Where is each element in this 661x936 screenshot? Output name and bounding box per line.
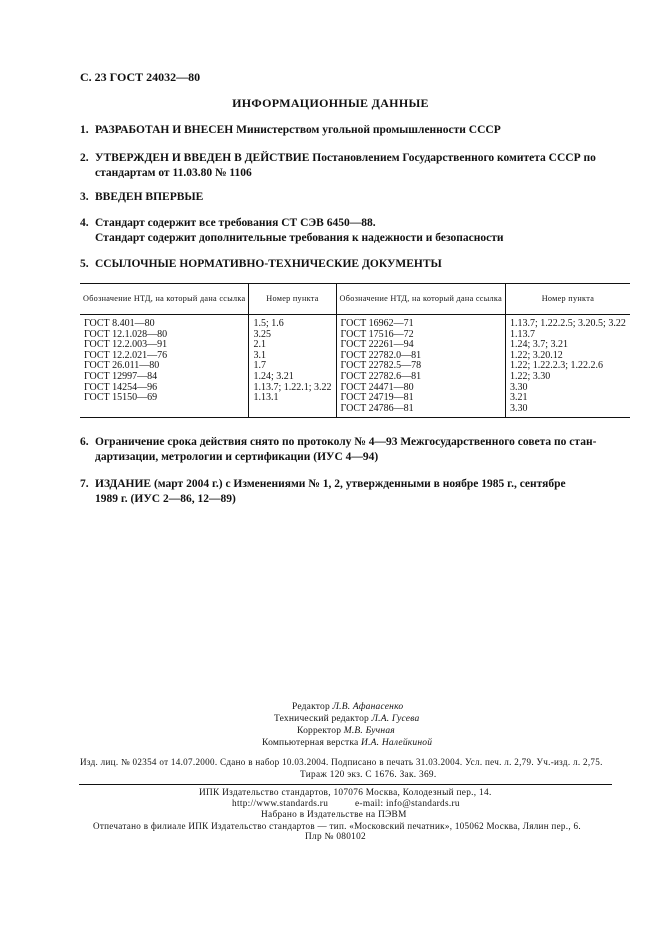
doc-cell: ГОСТ 12.2.021—76 xyxy=(84,349,168,361)
layout-line xyxy=(262,738,432,748)
clause-cell: 3.1 xyxy=(253,349,266,361)
item-text: (март 2004 г.) с Изменениями № 1, 2, утвержденными в ноябре 1985 г., сентябре xyxy=(151,478,566,490)
column-header: Обозначение НТД, на который дана ссылка xyxy=(80,284,249,315)
column-header: Номер пункта xyxy=(249,284,336,315)
clause-cell: 1.13.7; 1.22.2.5; 3.20.5; 3.22 xyxy=(510,318,626,329)
publisher-line-4: Отпечатано в филиале ИПК Издательство стандартов — тип. «Московский печатник», 105062 Москва, Лялин пер., 6. xyxy=(93,821,581,831)
editor-line xyxy=(292,702,403,712)
doc-cell: ГОСТ 16962—71 xyxy=(340,318,414,329)
page-header: С. 23 ГОСТ 24032—80 xyxy=(80,70,201,84)
doc-cell: ГОСТ 12.1.028—80 xyxy=(84,328,168,340)
right-clause-column xyxy=(506,315,630,418)
imprint-line-2: Тираж 120 экз. С 1676. Зак. 369. xyxy=(300,770,437,780)
publisher-line-3: Набрано в Издательстве на ПЭВМ xyxy=(261,810,407,820)
tech-editor-name: Л.А. Гусева xyxy=(371,714,420,724)
clause-cell: 1.22; 1.22.2.3; 1.22.2.6 xyxy=(510,360,604,372)
item-text-line2: стандартам от 11.03.80 № 1106 xyxy=(95,167,252,179)
item-3 xyxy=(80,190,204,205)
doc-cell: ГОСТ 26.011—80 xyxy=(84,360,160,372)
table-header-row xyxy=(80,284,630,315)
table-body-row xyxy=(80,315,630,418)
item-lead: ИЗДАНИЕ xyxy=(95,478,152,490)
publisher-line-5: Плр № 080102 xyxy=(305,832,367,842)
doc-cell: ГОСТ 15150—69 xyxy=(84,392,158,404)
document-title: ИНФОРМАЦИОННЫЕ ДАННЫЕ xyxy=(232,96,429,110)
clause-cell: 1.24; 3.21 xyxy=(253,370,294,382)
item-number: 2. xyxy=(80,152,89,164)
layout-label: Компьютерная верстка xyxy=(262,738,362,748)
clause-cell: 1.24; 3.7; 3.21 xyxy=(510,339,569,351)
item-number: 6. xyxy=(80,436,89,448)
corrector-label: Корректор xyxy=(297,726,344,736)
publisher-email: e-mail: info@standards.ru xyxy=(355,799,460,809)
doc-cell: ГОСТ 14254—96 xyxy=(84,381,158,393)
reference-table xyxy=(80,283,630,418)
item-text: Стандарт содержит все требования СТ СЭВ 6450—88. xyxy=(95,217,376,229)
clause-cell: 3.21 xyxy=(510,392,528,404)
clause-cell: 1.7 xyxy=(253,360,266,372)
editor-name: Л.В. Афанасенко xyxy=(332,702,404,712)
doc-cell: ГОСТ 12.2.003—91 xyxy=(84,339,168,351)
clause-cell: 1.22; 3.20.12 xyxy=(510,349,563,361)
clause-cell: 3.25 xyxy=(253,328,271,340)
doc-cell: ГОСТ 8.401—80 xyxy=(84,318,155,329)
item-number: 5. xyxy=(80,258,89,270)
item-text: Министерством угольной промышленности СССР xyxy=(233,124,501,136)
item-text: Постановлением Государственного комитета СССР по xyxy=(309,152,596,164)
item-text-line2: 1989 г. (ИУС 2—86, 12—89) xyxy=(95,493,236,505)
item-number: 7. xyxy=(80,478,89,490)
item-lead: ССЫЛОЧНЫЕ НОРМАТИВНО-ТЕХНИЧЕСКИЕ ДОКУМЕНТЫ xyxy=(95,258,442,270)
column-header: Обозначение НТД, на который дана ссылка xyxy=(336,284,505,315)
clause-cell: 1.13.7 xyxy=(510,328,535,340)
divider xyxy=(79,784,612,785)
doc-cell: ГОСТ 22782.0—81 xyxy=(340,349,422,361)
clause-cell: 1.5; 1.6 xyxy=(253,318,284,329)
doc-cell: ГОСТ 22782.6—81 xyxy=(340,370,422,382)
publisher-line-1: ИПК Издательство стандартов, 107076 Москва, Колодезный пер., 14. xyxy=(199,788,492,798)
tech-editor-label: Технический редактор xyxy=(274,714,372,724)
doc-cell: ГОСТ 24719—81 xyxy=(340,392,414,404)
clause-cell: 3.30 xyxy=(510,381,528,393)
item-text: Ограничение срока действия снято по протоколу № 4—93 Межгосударственного совета по стан- xyxy=(95,436,597,448)
clause-cell: 2.1 xyxy=(253,339,266,351)
doc-cell: ГОСТ 24786—81 xyxy=(340,402,414,414)
tech-editor-line xyxy=(274,714,419,724)
corrector-name: М.В. Бучная xyxy=(343,726,395,736)
clause-cell: 1.22; 3.30 xyxy=(510,370,551,382)
imprint-line-1: Изд. лиц. № 02354 от 14.07.2000. Сдано в набор 10.03.2004. Подписано в печать 31.03.2004. Усл. печ. л. 2,79. Уч.-изд. л. 2,75. xyxy=(80,757,603,767)
doc-cell: ГОСТ 24471—80 xyxy=(340,381,414,393)
item-text-line2: дартизации, метрологии и сертификации (ИУС 4—94) xyxy=(95,451,379,463)
item-number: 1. xyxy=(80,124,89,136)
item-7 xyxy=(80,477,566,505)
item-1 xyxy=(80,123,501,138)
item-lead: УТВЕРЖДЕН И ВВЕДЕН В ДЕЙСТВИЕ xyxy=(95,152,310,164)
doc-cell: ГОСТ 17516—72 xyxy=(340,328,414,340)
right-doc-column xyxy=(336,315,505,418)
doc-cell: ГОСТ 22261—94 xyxy=(340,339,414,351)
doc-cell: ГОСТ 22782.5—78 xyxy=(340,360,422,372)
publisher-url: http://www.standards.ru xyxy=(232,799,329,809)
editor-label: Редактор xyxy=(292,702,333,712)
left-doc-column xyxy=(80,315,249,418)
item-lead: РАЗРАБОТАН И ВНЕСЕН xyxy=(95,124,234,136)
item-6 xyxy=(80,435,597,463)
clause-cell: 3.30 xyxy=(510,402,528,414)
item-5 xyxy=(80,257,442,272)
left-clause-column xyxy=(249,315,336,418)
clause-cell: 1.13.1 xyxy=(253,392,279,404)
item-2 xyxy=(80,151,596,179)
item-text-line2: Стандарт содержит дополнительные требования к надежности и безопасности xyxy=(95,232,504,244)
doc-cell: ГОСТ 12997—84 xyxy=(84,370,158,382)
layout-name: И.А. Налейкиной xyxy=(361,738,433,748)
item-number: 4. xyxy=(80,217,89,229)
item-lead: ВВЕДЕН ВПЕРВЫЕ xyxy=(95,191,204,203)
corrector-line xyxy=(297,726,395,736)
item-4 xyxy=(80,216,504,244)
column-header: Номер пункта xyxy=(506,284,630,315)
item-number: 3. xyxy=(80,191,89,203)
clause-cell: 1.13.7; 1.22.1; 3.22 xyxy=(253,381,332,393)
